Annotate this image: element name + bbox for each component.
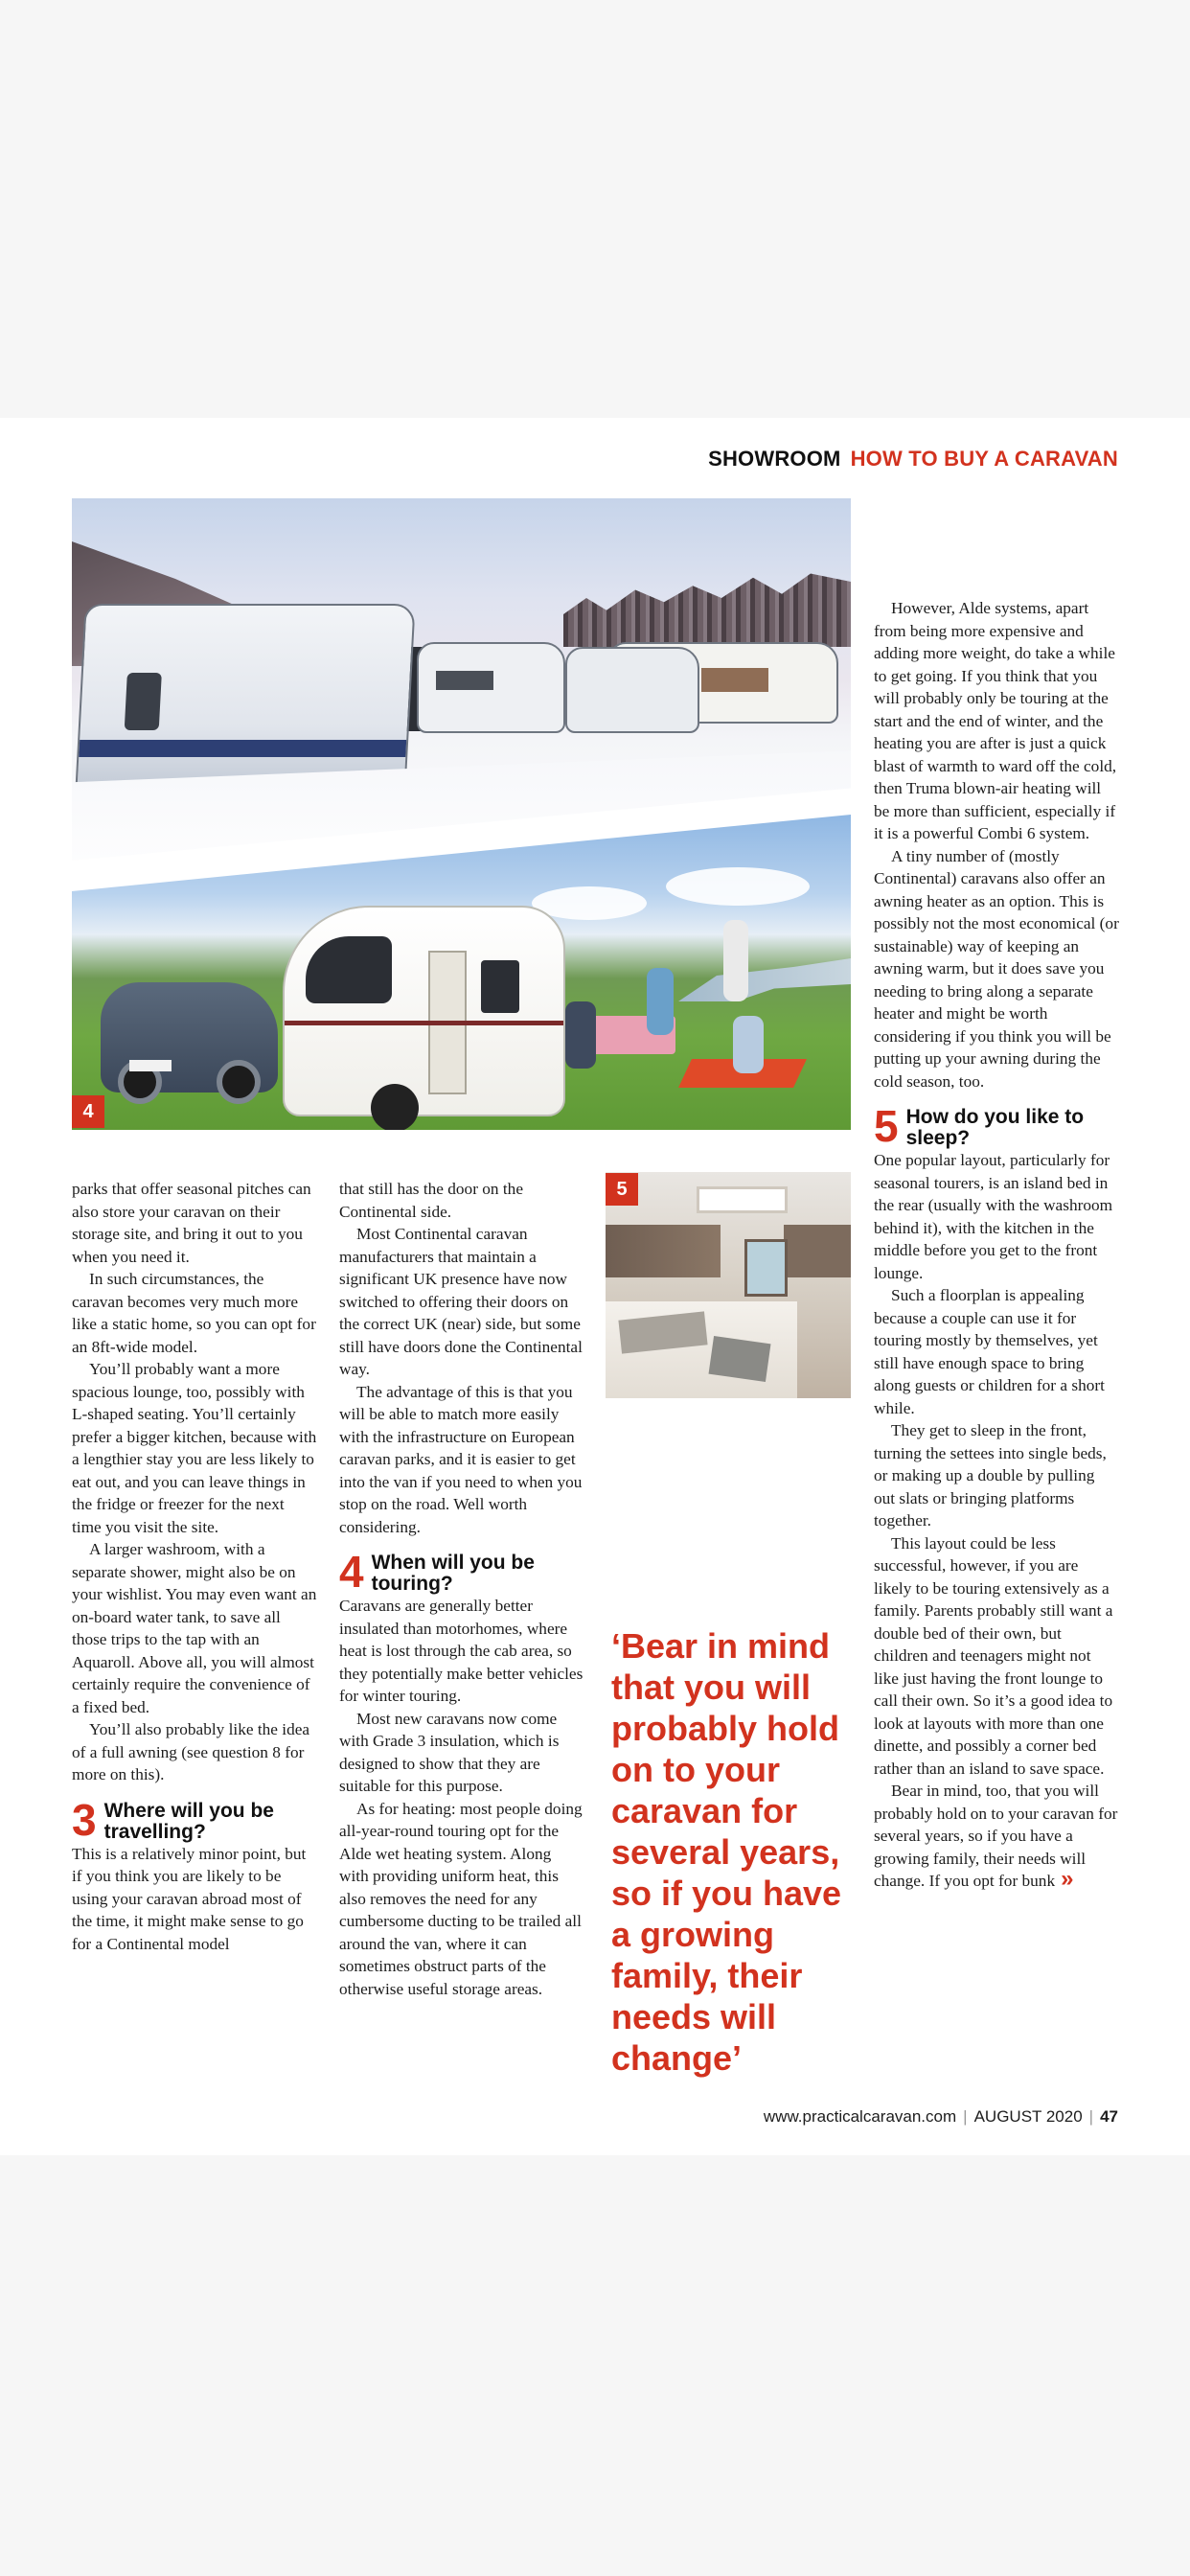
- question-4-heading: [339, 1547, 584, 1597]
- paragraph: Caravans are generally better insulated than motorhomes, where heat is lost through the cab area, so they potentially make better vehicles for winter touring.: [339, 1597, 584, 1705]
- footer-url: www.practicalcaravan.com: [763, 2107, 957, 2126]
- photo-5-number: 5: [606, 1173, 638, 1206]
- page-header: [708, 447, 1118, 472]
- paragraph: A larger washroom, with a separate shower, might also be on your wishlist. You may even want an on-board water tank, to save all those trips to the tap with an Aquaroll. Above all, you will almost certainly require the convenience of a fixed bed.: [72, 1540, 317, 1716]
- pull-quote: ‘Bear in mind that you will probably hold on to your caravan for several years, so if you have a growing family, their needs will change’: [611, 1626, 842, 2078]
- page-number: 47: [1100, 2107, 1118, 2126]
- paragraph: A tiny number of (mostly Continental) caravans also offer an awning heater as an option. This is possibly not the most economical (or sustainable) way of keeping an awning warm, but it does save you needing to bring along a separate heater and might be worth considering if you think you will be putting up your awning during the cold season, too.: [874, 846, 1119, 1091]
- paragraph: They get to sleep in the front, turning the settees into single beds, or making up a double by pulling out slats or bringing platforms together.: [874, 1421, 1107, 1530]
- question-title: When will you be touring?: [371, 1552, 535, 1595]
- footer-issue: AUGUST 2020: [973, 2107, 1083, 2126]
- paragraph: parks that offer seasonal pitches can also store your caravan on their storage site, and bring it out to you when you need it.: [72, 1180, 311, 1266]
- question-5-heading: [874, 1101, 1119, 1151]
- question-title: Where will you be travelling?: [103, 1799, 274, 1843]
- paragraph: Most new caravans now come with Grade 3 insulation, which is designed to show that they are suitable for this purpose.: [339, 1709, 560, 1795]
- paragraph: You’ll probably want a more spacious lounge, too, possibly with L-shaped seating. You’ll certainly prefer a bigger kitchen, because with a lengthier stay you are less likely to eat out, and you can leave things in the fridge or freezer for the next time you visit the site.: [72, 1360, 317, 1536]
- photo-4-number: 4: [72, 1095, 104, 1128]
- question-title: How do you like to sleep?: [905, 1106, 1085, 1149]
- paragraph: As for heating: most people doing all-year-round touring opt for the Alde wet heating system. Along with providing uniform heat, this also removes the need for any cumbersome ducting to be trailed all around the van, where it can sometimes obstruct parts of the otherwise useful storage areas.: [339, 1799, 583, 1998]
- page-footer: www.practicalcaravan.com | AUGUST 2020 | 47: [763, 2107, 1118, 2126]
- question-number: 3: [72, 1794, 97, 1845]
- text-column-1: [72, 1178, 317, 1955]
- paragraph: Such a floorplan is appealing because a couple can use it for touring mostly by themselves, yet still have enough space to bring along guests or children for a short while.: [874, 1286, 1105, 1417]
- continue-arrow-icon: »: [1061, 1866, 1074, 1892]
- question-number: 5: [874, 1101, 899, 1151]
- paragraph: This layout could be less successful, however, if you are likely to be touring extensively as a family. Parents probably still want a double bed of their own, but children and teenagers might not like just having the front lounge to call their own. So it’s a good idea to look at layouts with more than one dinette, and possibly a corner bed rather than an island to save space.: [874, 1533, 1113, 1778]
- question-number: 4: [339, 1547, 364, 1597]
- paragraph: that still has the door on the Continental side.: [339, 1180, 523, 1221]
- paragraph: You’ll also probably like the idea of a full awning (see question 8 for more on this).: [72, 1720, 310, 1783]
- magazine-page: [0, 418, 1190, 2155]
- paragraph: The advantage of this is that you will be able to match more easily with the infrastructure on European caravan parks, and it is easier to get into the van if you need to when you stop on the road. Well worth considering.: [339, 1382, 583, 1536]
- text-column-2: [339, 1178, 584, 2000]
- caravan-interior-photo: [606, 1172, 851, 1398]
- paragraph: However, Alde systems, apart from being more expensive and adding more weight, do take a while to get going. If you think that you will probably only be touring at the start and the end of winter, and the heating you are after is just a quick blast of warmth to ward off the cold, then Truma blown-air heating will be more than sufficient, especially if it is a powerful Combi 6 system.: [874, 599, 1117, 842]
- section-label: SHOWROOM: [708, 447, 841, 471]
- paragraph-text: Bear in mind, too, that you will probably hold on to your caravan for several years, so if you have a growing family, their needs will change. If you opt for bunk: [874, 1782, 1118, 1890]
- topic-label: HOW TO BUY A CARAVAN: [850, 447, 1118, 471]
- paragraph: One popular layout, particularly for seasonal tourers, is an island bed in the rear (usually with the washroom behind it), with the kitchen in the middle before you get to the front lounge.: [874, 1151, 1113, 1282]
- paragraph: In such circumstances, the caravan becomes very much more like a static home, so you can opt for an 8ft-wide model.: [72, 1270, 316, 1356]
- paragraph: [874, 1780, 1119, 1893]
- photo-caravans-snow-and-field: [72, 498, 851, 1130]
- text-column-4: [874, 597, 1119, 1893]
- paragraph: Most Continental caravan manufacturers that maintain a significant UK presence have now switched to offering their doors on the correct UK (near) side, but some still have doors done the Continental way.: [339, 1225, 583, 1378]
- question-3-heading: [72, 1794, 317, 1845]
- paragraph: This is a relatively minor point, but if you think you are likely to be using your caravan abroad most of the time, it might make sense to go for a Continental model: [72, 1844, 307, 1953]
